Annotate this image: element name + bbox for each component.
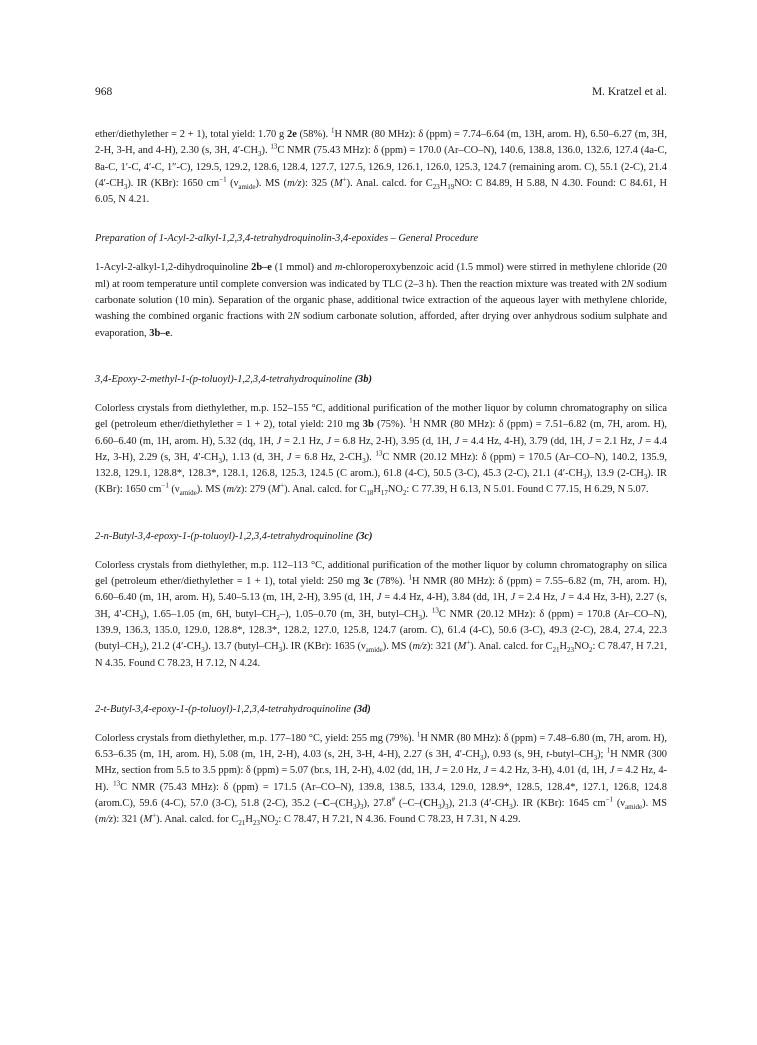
section-heading-3c: 2-n-Butyl-3,4-epoxy-1-(p-toluoyl)-1,2,3,4-tetrahydroquinoline (3c)	[95, 530, 373, 542]
running-header	[95, 86, 667, 104]
paragraph-2e-data: ether/diethylether = 2 + 1), total yield: 1.70 g 2e (58%). $^1$H NMR (80 MHz): δ (ppm) = 7.74–6.64 (m, 13H, arom. H), 6.50–6.27 (m, 3H, 2-H, 3-H, and 4-H), 2.30 (s, 3H, $4'-CH_3$). $^{13}$C NMR (75.43 MHz): δ (ppm) = 170.0 (Ar–CO–N), 140.6, 138.8, 136.0, 132.6, 127.4 (4a-C, 8a-C, 1′-C, 4′-C, 1″-C), 129.5, 129.2, 128.6, 128.4, 127.7, 127.5, 126.9, 126.1, 126.0, 125.3, 124.7 (remaining arom. C), 55.1 (2-C), 21.4 $(4'-CH_3)$. IR (KBr): 1650 $cm^{-1}$ $(\nu_{amide})$. MS (m/z): 325 (M+). Anal. calcd. for $C_{23}H_{19}NO$: C 84.89, H 5.88, N 4.30. Found: C 84.61, H 6.05, N 4.21.	[95, 126, 667, 206]
paragraph-3c-data: Colorless crystals from diethylether, m.p. 112–113 °C, additional purification of the mother liquor by column chromatography on silica gel (petroleum ether/diethylether = 1 + 1), total yield: 250 mg 3c (78%). $^1$H NMR (80 MHz): δ (ppm) = 7.55–6.82 (m, 7H, arom. H), 6.60–6.40 (m, 1H, arom. H), 5.40–5.13 (m, 1H, 2-H), 3.95 (d, 1H, J = 4.4 Hz, 4-H), 3.84 (dd, 1H, J = 2.4 Hz, J = 4.4 Hz, 3-H), 2.27 (s, 3H, $4'-CH_3$), 1.65–1.05 (m, 6H, butyl–$CH_2-$), 1.05–0.70 (m, 3H, butyl–$CH_3$). $^{13}$C NMR (20.12 MHz): δ (ppm) = 170.8 (Ar–CO–N), 139.9, 136.3, 135.0, 129.0, 128.8*, 128.3*, 128.2, 127.0, 125.8, 124.7 (arom. C), 61.4 (4-C), 50.6 (3-C), 49.3 (2-C), 28.4, 27.4, 22.3 $(butyl-CH_2)$, 21.2 $(4'-CH_3)$. 13.7 $(butyl-CH_3)$. IR (KBr): 1635 $(\nu_{amide})$. MS (m/z): 321 (M+). Anal. calcd. for $C_{21}H_{23}NO_2$: C 78.47, H 7.21, N 4.35. Found C 78.23, H 7.12, N 4.24.	[95, 559, 668, 669]
section-heading-3b: 3,4-Epoxy-2-methyl-1-(p-toluoyl)-1,2,3,4-tetrahydroquinoline (3b)	[95, 373, 372, 385]
section-heading-general-procedure: Preparation of 1-Acyl-2-alkyl-1,2,3,4-tetrahydroquinolin-3,4-epoxides – General Procedure	[95, 233, 479, 245]
paragraph-3b-data: Colorless crystals from diethylether, m.p. 152–155 °C, additional purification of the mother liquor by column chromatography on silica gel (petroleum ether/diethylether = 1 + 2), total yield: 210 mg 3b (75%). $^1$H NMR (80 MHz): δ (ppm) = 7.51–6.82 (m, 7H, arom. H), 6.60–6.40 (m, 1H, arom. H), 5.32 (dq, 1H, J = 2.1 Hz, J = 6.8 Hz, 2-H), 3.95 (d, 1H, J = 4.4 Hz, 4-H), 3.79 (dd, 1H, J = 2.1 Hz, J = 4.4 Hz, 3-H), 2.29 (s, 3H, $4'-CH_3$), 1.13 (d, 3H, J = 6.8 Hz, $2-CH_3$). $^{13}$C NMR (20.12 MHz): δ (ppm) = 170.5 (Ar–CO–N), 140.2, 135.9, 132.8, 129.1, 128.8*, 128.3*, 128.1, 126.8, 125.3, 124.5 (C arom.), 61.8 (4-C), 50.5 (3-C), 45.3 (2-C), 21.1 $(4'-CH_3)$, 13.9 $(2-CH_3)$. IR (KBr): 1650 $cm^{-1}$ $(\nu_{amide})$. MS (m/z): 279 (M+). Anal. calcd. for $C_{18}H_{17}NO_2$: C 77.39, H 6.13, N 5.01. Found C 77.15, H 6.29, N 5.07.	[95, 402, 668, 498]
section-heading-3d: 2-t-Butyl-3,4-epoxy-1-(p-toluoyl)-1,2,3,4-tetrahydroquinoline (3d)	[95, 703, 371, 715]
paragraph-general-procedure: 1-Acyl-2-alkyl-1,2-dihydroquinoline 2b–e (1 mmol) and m-chloroperoxybenzoic acid (1.5 mmol) were stirred in methylene chloride (20 ml) at room temperature until complete conversion was indicated by TLC (2–3 h). Then the reaction mixture was treated with 2N sodium carbonate solution (10 min). Separation of the organic phase, additional twice extraction of the aqueous layer with methylene chloride, washing the combined organic fractions with 2N sodium carbonate solution, afforded, after drying over anhydrous sodium sulphate and evaporation, 3b–e.	[95, 262, 668, 339]
page-number: 968	[95, 86, 113, 98]
paragraph-3d-data: Colorless crystals from diethylether, m.p. 177–180 °C, yield: 255 mg (79%). $^1$H NMR (80 MHz): δ (ppm) = 7.48–6.80 (m, 7H, arom. H), 6.53–6.35 (m, 1H, arom. H), 5.08 (m, 1H, 2-H), 4.03 (s, 2H, 3-H, 4-H), 2.27 (s 3H, $4'-CH_3$), 0.93 (s, 9H, $t-butyl-CH_3$); $^1$H NMR (300 MHz, section from 5.5 to 3.5 ppm): δ (ppm) = 5.07 (br.s, 1H, 2-H), 4.02 (dd, 1H, J = 2.0 Hz, J = 4.2 Hz, 3-H), 4.01 (d, 1H, J = 4.2 Hz, 4-H). $^{13}$C NMR (75.43 MHz): δ (ppm) = 171.5 (Ar–CO–N), 139.8, 138.5, 133.4, 129.0, 128.9*, 128.5, 128.4*, 127.1, 126.8, 124.8 (arom.C), 59.6 (4-C), 57.0 (3-C), 51.8 (2-C), 35.2 $(-C-(CH_3)_3)$, 27.8# $(-C-(CH_3)_3)$, 21.3 $(4'-CH_3)$. IR (KBr): 1645 $cm^{-1}$ $(\nu_{amide})$. MS (m/z): 321 (M+). Anal. calcd. for $C_{21}H_{23}NO_2$: C 78.47, H 7.21, N 4.36. Found C 78.23, H 7.31, N 4.29.	[95, 730, 668, 828]
page	[95, 86, 667, 829]
running-head-authors: M. Kratzel et al.	[591, 86, 667, 98]
